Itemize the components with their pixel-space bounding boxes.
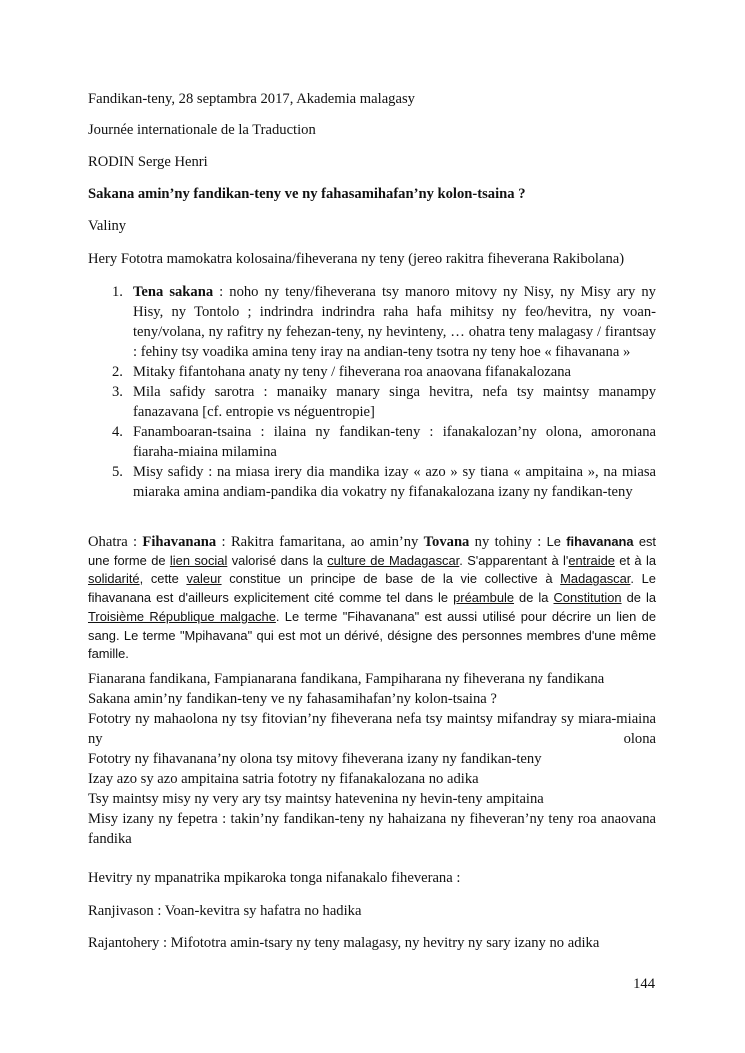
link-solidarite[interactable]: solidarité <box>88 571 140 587</box>
answer-list <box>88 282 656 502</box>
summary-line: Fototry ny fihavanana’ny olona tsy mitovy fiheverana izany ny fandikan-teny <box>88 751 542 767</box>
summary-line: Misy izany ny fepetra : takin’ny fandikan-teny ny hahaizana ny fiheveran’ny teny roa anaovana fandika <box>88 811 656 847</box>
list-item <box>88 422 656 462</box>
intro-paragraph: Hery Fototra mamokatra kolosaina/fiheverana ny teny (jereo rakitra fiheverana Rakibolana) <box>88 251 625 267</box>
list-item-number: 2. <box>112 364 123 380</box>
example-word-fihavanana: Fihavanana <box>142 534 217 550</box>
example-mid-1: : Rakitra famaritana, ao amin’ny <box>216 534 424 550</box>
quote-text: . S'apparentant à l' <box>459 552 569 568</box>
list-item-number: 1. <box>112 284 123 300</box>
quote-text: . Le fihavanana est d'ailleurs explicitement cité comme tel dans le <box>88 571 656 606</box>
list-item-number: 5. <box>112 464 123 480</box>
summary-line: Fototry ny mahaolona ny tsy fitovian’ny fiheverana nefa tsy maintsy mifandray sy miara-miaina ny olona <box>88 711 656 747</box>
quote-text: est une forme de <box>88 534 657 568</box>
list-item-number: 4. <box>112 424 123 440</box>
quote-text: , cette <box>139 571 187 587</box>
link-constitution[interactable]: Constitution <box>553 590 622 606</box>
link-culture-de-madagascar[interactable]: culture de Madagascar <box>327 552 460 568</box>
link-valeur[interactable]: valeur <box>186 571 222 587</box>
comment-rajantohery: Rajantohery : Mifototra amin-tsary ny teny malagasy, ny hevitry ny sary izany no adika <box>88 935 600 951</box>
link-madagascar[interactable]: Madagascar <box>560 571 631 587</box>
quote-text: Le <box>546 534 567 549</box>
author-name: RODIN Serge Henri <box>88 154 208 170</box>
example-lead: Ohatra : <box>88 534 143 550</box>
list-item <box>88 362 656 382</box>
valiny-label: Valiny <box>88 218 127 234</box>
list-item-text: : noho ny teny/fiheverana tsy manoro mitovy ny Nisy, ny Misy ary ny Hisy, ny Tontolo ; indrindra indrindra raha hafa mihitsy ny feo/hevitra, ny voan-teny/volana, ny rafitry ny fehezan-teny, ny hevinteny, … ohatra teny malagasy / firantsay : fehiny tsy voadika amina teny iray na andian-teny tsotra ny teny hoe « fihavanana » <box>133 284 656 360</box>
list-item-text: Fanamboaran-tsaina : ilaina ny fandikan-teny : ifanakalozan’ny olona, amoronana fiaraha-miaina milamina <box>133 424 656 460</box>
link-troisieme-republique[interactable]: Troisième République malgache <box>88 608 276 624</box>
link-lien-social[interactable]: lien social <box>169 552 228 568</box>
quote-bold-word: fihavanana <box>566 534 634 549</box>
quote-text: . Le terme "Fihavanana" est aussi utilisé pour décrire un lien de sang. Le terme "Mpihavana" qui est mot un dérivé, désigne des personnes membres d'une même famille. <box>88 608 656 662</box>
comment-ranjivason: Ranjivason : Voan-kevitra sy hafatra no hadika <box>88 903 362 919</box>
list-item-text: Mila safidy sarotra : manaiky manary singa hevitra, nefa tsy maintsy manampy fanazavana [cf. entropie vs néguentropie] <box>133 384 656 420</box>
header-line-2: Journée internationale de la Traduction <box>88 122 316 138</box>
header-line-1: Fandikan-teny, 28 septambra 2017, Akademia malagasy <box>88 91 415 107</box>
quote-text: valorisé dans la <box>227 552 328 568</box>
example-paragraph <box>88 533 656 664</box>
hevitry-title: Hevitry ny mpanatrika mpikaroka tonga nifanakalo fiheverana : <box>88 870 461 886</box>
summary-lines <box>88 669 656 849</box>
link-entraide[interactable]: entraide <box>568 552 615 568</box>
list-item <box>88 382 656 422</box>
list-item <box>88 462 656 502</box>
summary-line: Izay azo sy azo ampitaina satria fototry ny fifanakalozana no adika <box>88 771 479 787</box>
quote-text: et à la <box>614 552 656 568</box>
quote-text: de la <box>514 590 554 606</box>
page-number: 144 <box>633 976 655 992</box>
quote-text: de la <box>621 590 656 606</box>
quote-text: constitue un principe de base de la vie collective à <box>221 571 561 587</box>
list-item-number: 3. <box>112 384 123 400</box>
example-mid-2: ny tohiny : <box>469 534 547 550</box>
example-word-tovana: Tovana <box>423 534 470 550</box>
list-item-text: Misy safidy : na miasa irery dia mandika izay « azo » sy tiana « ampitaina », na miasa miaraka amina andiam-pandika dia vokatry ny fifanakalozana izany ny fandikan-teny <box>133 464 656 500</box>
list-item <box>88 282 656 362</box>
list-item-text: Mitaky fifantohana anaty ny teny / fiheverana roa anaovana fifanakalozana <box>133 364 572 380</box>
summary-line: Fianarana fandikana, Fampianarana fandikana, Fampiharana ny fiheverana ny fandikana <box>88 671 605 687</box>
summary-line: Tsy maintsy misy ny very ary tsy maintsy hatevenina ny hevin-teny ampitaina <box>88 791 544 807</box>
summary-line: Sakana amin’ny fandikan-teny ve ny fahasamihafan’ny kolon-tsaina ? <box>88 691 497 707</box>
list-item-lead: Tena sakana <box>133 284 214 300</box>
question-title: Sakana amin’ny fandikan-teny ve ny fahasamihafan’ny kolon-tsaina ? <box>88 186 526 202</box>
link-preambule[interactable]: préambule <box>453 590 515 606</box>
